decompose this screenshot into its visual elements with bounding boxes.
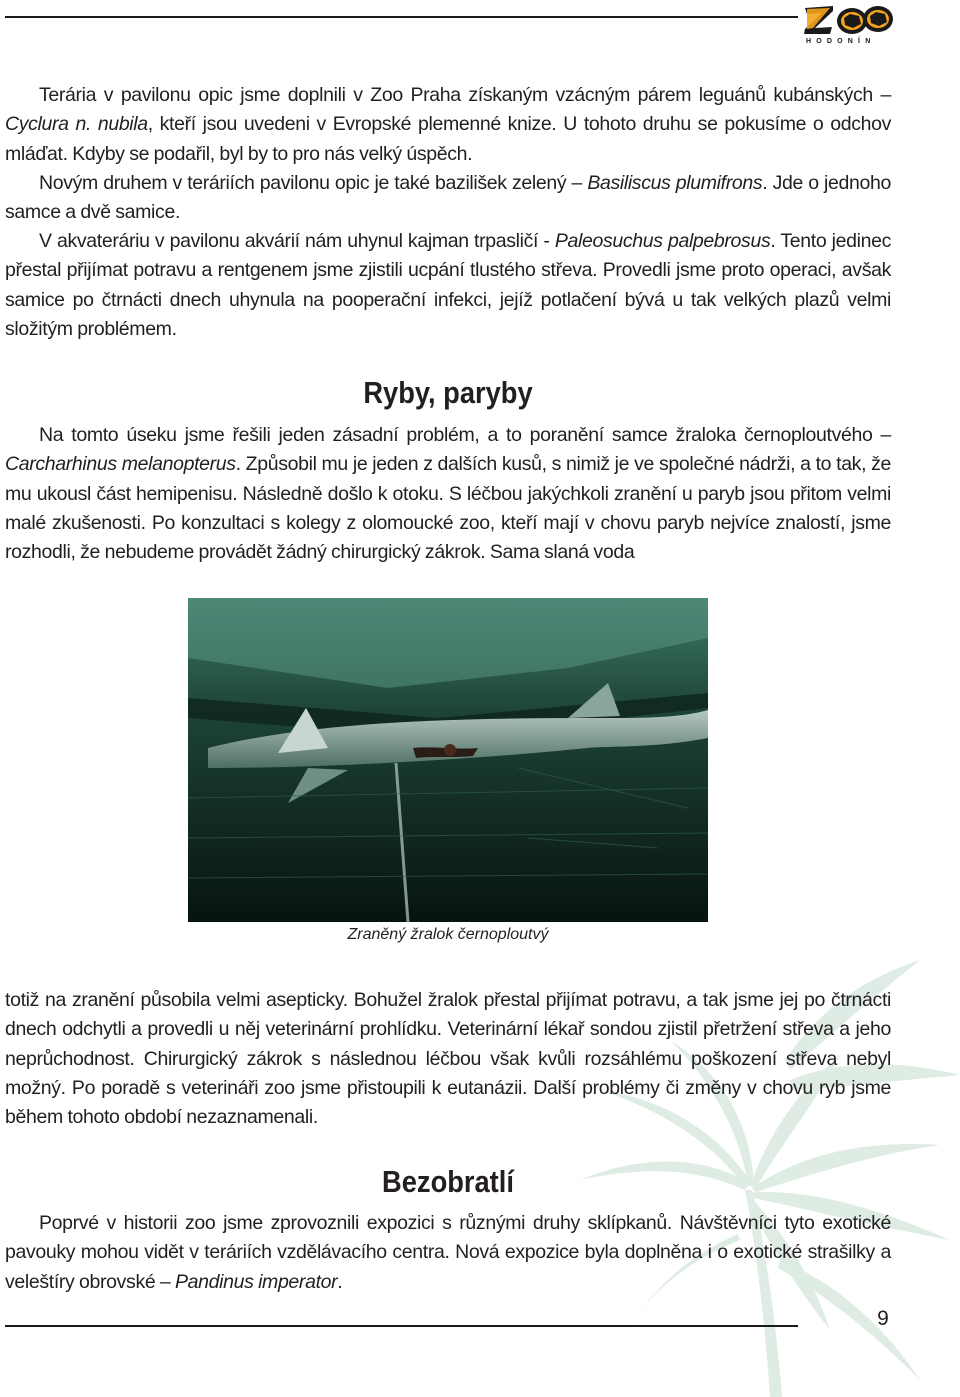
logo-subtext: HODONÍN — [806, 38, 876, 45]
page-number: 9 — [877, 1307, 889, 1330]
paragraph-basiliscus — [5, 169, 891, 228]
paragraph-paleosuchus — [5, 227, 891, 344]
paragraph-text: . Tento jedinec přestal přijímat potravu a rentgenem jsme zjistili ucpání tlustého střeva. Provedli jsme proto operaci, avšak samice po čtrnácti dnech uhynula na pooperační infekci, jejíž potlačení bývá u tak velkých plazů velmi složitým problémem. — [5, 230, 891, 340]
species-name: Pandinus imperator — [174, 1270, 338, 1293]
paragraph-text: . — [337, 1270, 343, 1293]
header-rule — [5, 16, 798, 18]
species-name: Cyclura n. nubila — [5, 113, 148, 136]
footer-rule — [5, 1325, 798, 1327]
section-heading-invertebrates: Bezobratlí — [382, 1164, 514, 1199]
paragraph-text: , kteří jsou uvedeni v Evropské plemenné knize. U tohoto druhu se pokusíme o odchov mláďat. Kdyby se podařil, byl by to pro nás velký úspěch. — [5, 113, 892, 165]
zoo-logo-icon — [803, 2, 895, 36]
species-name: Carcharhinus melanopterus — [5, 453, 236, 476]
zoo-hodonin-logo — [803, 2, 895, 48]
paragraph-text: Terária v pavilonu opic jsme doplnili v Zoo Praha získaným vzácným párem leguánů kubánských – — [39, 84, 891, 106]
paragraph-text: V akvateráriu v pavilonu akvárií nám uhynul kajman trpasličí - — [39, 230, 555, 252]
section-heading-fish: Ryby, paryby — [363, 375, 533, 410]
paragraph-cyclura — [5, 81, 891, 169]
injured-shark-image — [188, 598, 708, 922]
photo-caption: Zraněný žralok černoploutvý — [347, 926, 549, 943]
paragraph-text: Poprvé v historii zoo jsme zprovoznili expozici s různými druhy sklípkanů. Návštěvníci tyto exotické pavouky mohou vidět v teráriích vzdělávacího centra. Nová expozice byla doplněna i o exotické strašilky a veleštíry obrovské – — [5, 1212, 891, 1293]
paragraph-text: . Jde o jednoho samce a dvě samice. — [5, 172, 892, 224]
paragraph-text: totiž na zranění působila velmi asepticky. Bohužel žralok přestal přijímat potravu, a tak jsme jej po čtrnácti dnech odchytli a provedli u něj veterinární prohlídku. Veterinární lékař sondou zjistil přetržení střeva a jeho neprůchodnost. Chirurgický zákrok s následnou léčbou však kvůli rozsáhlému poškození střeva nebyl možný. Po poradě s veterináři zoo jsme přistoupili k eutanázii. Další problémy či změny v chovu ryb jsme během tohoto období nezaznamenali. — [5, 989, 891, 1129]
paragraph-text: . Způsobil mu je jeden z dalších kusů, s nimiž je ve společné nádrži, a to tak, že mu ukousl část hemipenisu. Následně došlo k otoku. S léčbou jakýchkoli zranění u paryb jsou přitom velmi malé zkušenosti. Po konzultaci s kolegy z olomoucké zoo, kteří mají v chovu paryb nejvíce znalostí, jsme rozhodli, že nebudeme provádět žádný chirurgický zákrok. Sama slaná voda — [5, 453, 891, 564]
paragraph-tarantulas — [5, 1209, 891, 1297]
paragraph-text: Na tomto úseku jsme řešili jeden zásadní problém, a to poranění samce žraloka černoploutvého – — [39, 424, 891, 446]
species-name: Basiliscus plumifrons — [587, 172, 763, 194]
paragraph-shark-outcome — [5, 986, 891, 1132]
shark-photo — [188, 598, 708, 922]
paragraph-text: Novým druhem v teráriích pavilonu opic je také bazilišek zelený – — [39, 172, 588, 194]
paragraph-shark-injury — [5, 421, 891, 567]
species-name: Paleosuchus palpebrosus — [554, 230, 771, 252]
